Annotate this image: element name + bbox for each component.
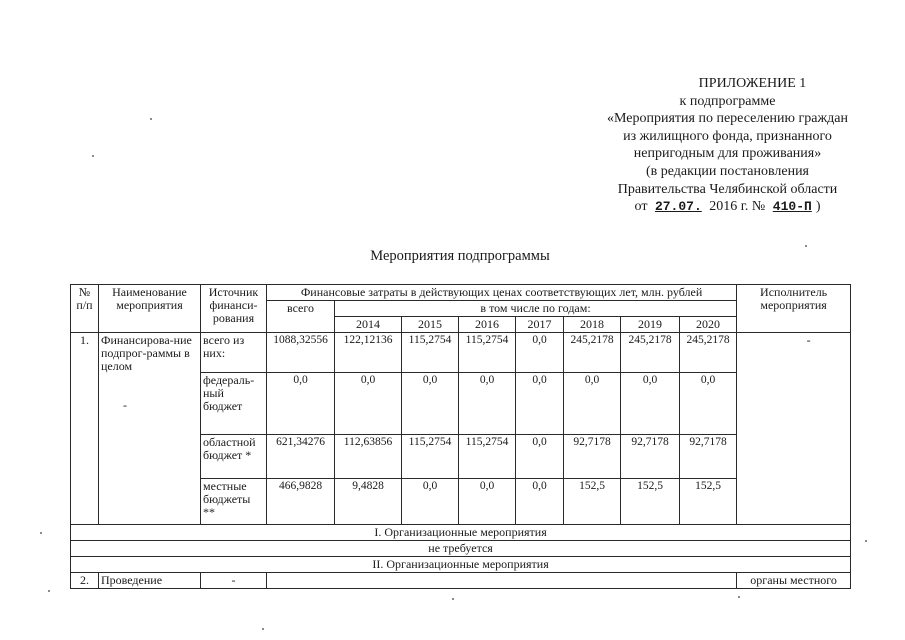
total-cell: 0,0: [267, 373, 335, 435]
annex-header: [585, 75, 870, 216]
value-cell: 115,2754: [459, 333, 516, 373]
row-executor: органы местного: [737, 573, 851, 589]
header-year: 2015: [402, 317, 459, 333]
row-executor: [737, 333, 851, 525]
section-title-1: I. Организационные мероприятия: [71, 525, 851, 541]
row-name: Проведение: [99, 573, 201, 589]
section-note: не требуется: [71, 541, 851, 557]
decree-number: 410-П: [772, 199, 812, 215]
scan-speck: [40, 532, 42, 534]
total-cell: 466,9828: [267, 479, 335, 525]
source-cell: федераль-ный бюджет: [201, 373, 267, 435]
header-year: 2019: [621, 317, 680, 333]
value-cell: 152,5: [621, 479, 680, 525]
value-cell: 115,2754: [459, 435, 516, 479]
total-cell: 1088,32556: [267, 333, 335, 373]
table-row: [71, 573, 851, 589]
annex-line: непригодным для проживания»: [633, 146, 822, 162]
scan-speck: [150, 118, 152, 120]
annex-line: (в редакции постановления: [645, 163, 810, 179]
value-cell: 245,2178: [564, 333, 621, 373]
section-row: [71, 557, 851, 573]
header-by-years: в том числе по годам:: [335, 301, 737, 317]
annex-line: из жилищного фонда, признанного: [623, 128, 832, 144]
value-cell: 0,0: [402, 479, 459, 525]
section-title-2: II. Организационные мероприятия: [71, 557, 851, 573]
scan-speck: [452, 598, 454, 600]
date-year: 2016 г. №: [709, 199, 766, 215]
total-cell: 621,34276: [267, 435, 335, 479]
annex-line: «Мероприятия по переселению граждан: [607, 111, 848, 127]
header-name: Наименование мероприятия: [99, 285, 201, 333]
value-cell: 0,0: [402, 373, 459, 435]
header-num: № п/п: [71, 285, 99, 333]
value-cell: 112,63856: [335, 435, 402, 479]
value-cell: 92,7178: [621, 435, 680, 479]
header-year: 2020: [680, 317, 737, 333]
row-executor-dash: -: [806, 333, 811, 347]
header-executor: Исполнитель мероприятия: [737, 285, 851, 333]
value-cell: 152,5: [680, 479, 737, 525]
header-costs: Финансовые затраты в действующих ценах соответствующих лет, млн. рублей: [267, 285, 737, 301]
value-cell: 115,2754: [402, 435, 459, 479]
values-cell: [267, 573, 737, 589]
row-name: [99, 333, 201, 525]
value-cell: 0,0: [459, 373, 516, 435]
annex-date-line: [585, 198, 870, 216]
source-cell: местные бюджеты **: [201, 479, 267, 525]
annex-title: ПРИЛОЖЕНИЕ 1: [698, 76, 807, 91]
source-cell: -: [201, 573, 267, 589]
source-cell: областной бюджет *: [201, 435, 267, 479]
header-total: всего: [267, 301, 335, 333]
value-cell: 245,2178: [621, 333, 680, 373]
row-name-text: Финансирова-ние подпрог-раммы в целом: [101, 333, 192, 373]
value-cell: 0,0: [516, 435, 564, 479]
value-cell: 9,4828: [335, 479, 402, 525]
section-row: [71, 525, 851, 541]
date-close: ): [815, 199, 821, 215]
value-cell: 0,0: [680, 373, 737, 435]
annex-line: Правительства Челябинской области: [617, 181, 838, 197]
scan-speck: [865, 540, 867, 542]
value-cell: 152,5: [564, 479, 621, 525]
value-cell: 0,0: [516, 333, 564, 373]
source-cell: всего из них:: [201, 333, 267, 373]
row-name-dash: -: [123, 398, 127, 412]
value-cell: 115,2754: [402, 333, 459, 373]
header-year: 2017: [516, 317, 564, 333]
scan-speck: [48, 590, 50, 592]
header-year: 2014: [335, 317, 402, 333]
scan-speck: [92, 155, 94, 157]
value-cell: 92,7178: [680, 435, 737, 479]
value-cell: 0,0: [459, 479, 516, 525]
value-cell: 0,0: [621, 373, 680, 435]
header-source: Источник финанси-рования: [201, 285, 267, 333]
header-year: 2016: [459, 317, 516, 333]
row-num: 2.: [71, 573, 99, 589]
scan-speck: [262, 628, 264, 630]
table-row: [71, 333, 851, 373]
value-cell: 0,0: [335, 373, 402, 435]
header-year: 2018: [564, 317, 621, 333]
value-cell: 122,12136: [335, 333, 402, 373]
value-cell: 0,0: [516, 479, 564, 525]
value-cell: 0,0: [564, 373, 621, 435]
section-row: [71, 541, 851, 557]
row-num: 1.: [71, 333, 99, 525]
value-cell: 92,7178: [564, 435, 621, 479]
measures-table: [70, 284, 851, 589]
scan-speck: [738, 596, 740, 598]
value-cell: 245,2178: [680, 333, 737, 373]
date-prefix: от: [634, 199, 648, 215]
scan-speck: [805, 245, 807, 247]
annex-line: к подпрограмме: [679, 93, 776, 109]
table-title: Мероприятия подпрограммы: [370, 248, 550, 264]
date-day: 27.07.: [654, 199, 702, 215]
value-cell: 0,0: [516, 373, 564, 435]
